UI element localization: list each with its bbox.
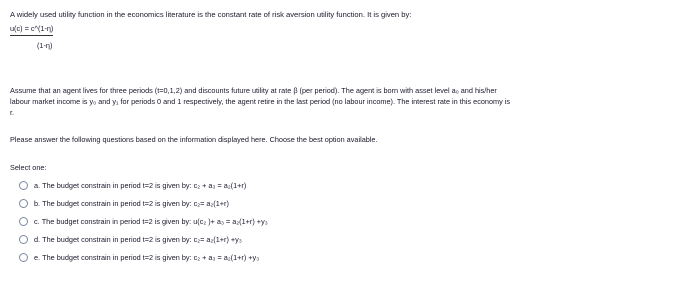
option-text: The budget constrain in period t=2 is given by: u(c₂ )+ a₃ = a₂(1+r) +y₃ <box>41 216 268 226</box>
radio-button[interactable] <box>19 217 28 226</box>
option-letter: e. <box>34 252 41 262</box>
radio-button[interactable] <box>19 199 28 208</box>
option-d[interactable] <box>19 230 268 248</box>
option-b[interactable] <box>19 194 268 212</box>
context-line: Assume that an agent lives for three periods (t=0,1,2) and discounts future utility at rate β (per period). The agent is born with asset level a₀ and his/her <box>10 86 497 95</box>
option-c[interactable] <box>19 212 268 230</box>
question-context <box>10 85 694 118</box>
option-a[interactable] <box>19 176 268 194</box>
question-instruction: Please answer the following questions based on the information displayed here. Choose the best option available. <box>10 135 378 144</box>
option-letter: b. <box>34 198 41 208</box>
radio-button[interactable] <box>19 181 28 190</box>
option-letter: d. <box>34 234 41 244</box>
option-letter: c. <box>34 216 40 226</box>
answer-options <box>19 176 268 266</box>
option-text: The budget constrain in period t=2 is given by: c₂= a₂(1+r) +y₃ <box>42 234 242 244</box>
option-text: The budget constrain in period t=2 is given by: c₂= a₂(1+r) <box>42 198 229 208</box>
option-text: The budget constrain in period t=2 is given by: c₂ + a₃ = a₂(1+r) <box>42 180 247 190</box>
select-one-label: Select one: <box>10 163 47 172</box>
utility-formula <box>10 24 53 51</box>
option-letter: a. <box>34 180 41 190</box>
option-e[interactable] <box>19 248 268 266</box>
question-intro: A widely used utility function in the economics literature is the constant rate of risk aversion utility function. It is given by: <box>10 10 412 19</box>
option-text: The budget constrain in period t=2 is given by: c₂ + a₃ = a₂(1+r) +y₃ <box>42 252 260 262</box>
radio-button[interactable] <box>19 253 28 262</box>
context-line: labour market income is y₀ and y₁ for periods 0 and 1 respectively, the agent retire in the last period (no labour income). The interest rate in this economy is <box>10 97 511 106</box>
formula-numerator: u(c) = c^(1-η) <box>10 24 53 36</box>
radio-button[interactable] <box>19 235 28 244</box>
formula-denominator: (1-η) <box>37 41 53 50</box>
context-line: r. <box>10 108 15 117</box>
